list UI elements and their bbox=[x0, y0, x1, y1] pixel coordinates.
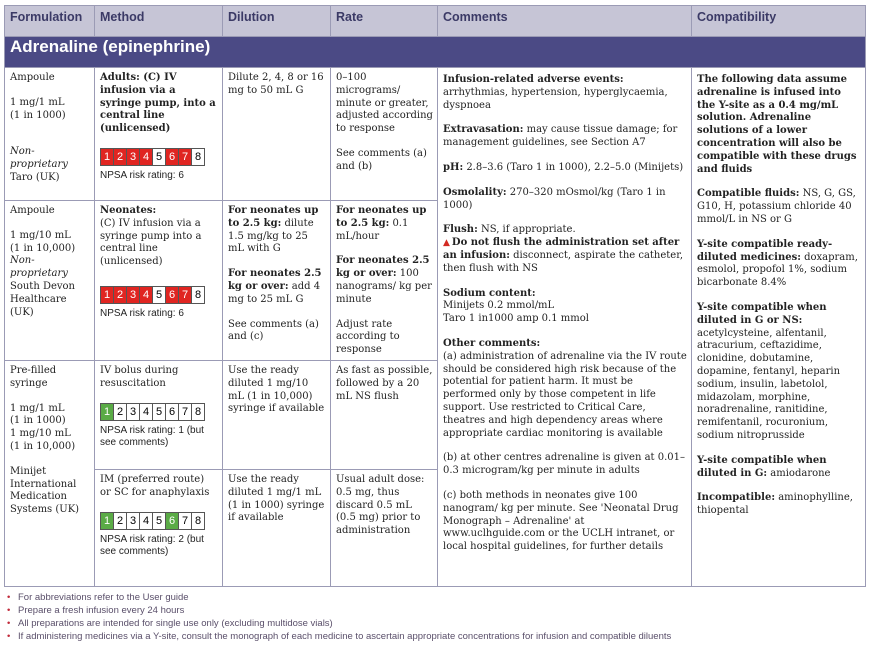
method-text: Neonates: bbox=[100, 205, 157, 216]
formulation-line: 1 mg/10 mL bbox=[10, 428, 71, 440]
comment-label: Extravasation: bbox=[443, 124, 524, 136]
npsa-scale bbox=[100, 286, 218, 304]
spacer bbox=[443, 150, 687, 162]
rate-text: 0–100 micrograms/ minute or greater, adjusted according to response bbox=[336, 72, 433, 135]
compatibility-cell bbox=[692, 68, 866, 587]
comment-label: Osmolality: bbox=[443, 186, 507, 198]
rate-text: Adjust rate according to response bbox=[336, 318, 400, 356]
method-text: IM (preferred route) or SC for anaphylaxis bbox=[100, 473, 210, 498]
compat-text: amiodarone bbox=[767, 467, 831, 479]
compat-label: Y-site compatible ready-diluted medicines: bbox=[697, 238, 833, 263]
npsa-rating: 6 bbox=[178, 169, 184, 181]
npsa-label: NPSA risk rating: bbox=[100, 307, 179, 319]
npsa-scale-cell: 7 bbox=[178, 512, 192, 530]
drug-title: Adrenaline (epinephrine) bbox=[5, 37, 866, 68]
table-row bbox=[5, 68, 866, 201]
comment-text: Taro 1 in1000 amp 0.1 mmol bbox=[443, 313, 589, 325]
compat-text: aminophylline, thiopental bbox=[697, 492, 853, 517]
header-comments: Comments bbox=[438, 6, 692, 37]
compat-label: Incompatible: bbox=[697, 492, 776, 504]
compat-text: NS, G, GS, G10, H, potassium chloride 40 mmol/L in NS or G bbox=[697, 188, 856, 225]
npsa-label: NPSA risk rating: bbox=[100, 533, 179, 545]
npsa-rating-text bbox=[100, 425, 218, 449]
npsa-scale-cell: 4 bbox=[139, 512, 153, 530]
spacer bbox=[697, 227, 861, 239]
rate-cell bbox=[331, 469, 438, 586]
npsa-scale-cell: 8 bbox=[191, 403, 205, 421]
warning-icon: ▲ bbox=[443, 238, 450, 249]
npsa-rating: 2 (but see comments) bbox=[100, 533, 204, 557]
spacer bbox=[443, 212, 687, 224]
dilution-cell bbox=[223, 469, 331, 586]
comment-text: 270–320 mOsmol/kg (Taro 1 in 1000) bbox=[443, 186, 666, 211]
spacer bbox=[10, 218, 90, 230]
footnote: • For abbreviations refer to the User guide bbox=[6, 591, 865, 604]
comment-text: disconnect, aspirate the catheter, then flush with NS bbox=[443, 249, 684, 274]
npsa-scale-cell: 3 bbox=[126, 403, 140, 421]
dilution-text: See comments (a) and (c) bbox=[228, 318, 319, 343]
formulation-cell bbox=[5, 360, 95, 586]
formulation-line: (1 in 10,000) bbox=[10, 440, 76, 452]
formulation-line: South Devon Healthcare (UK) bbox=[10, 280, 75, 318]
method-cell bbox=[95, 68, 223, 201]
npsa-scale-cell: 2 bbox=[113, 286, 127, 304]
npsa-scale-cell: 3 bbox=[126, 512, 140, 530]
rate-cell bbox=[331, 360, 438, 469]
method-text: Adults: (C) IV infusion via a syringe pump, into a central line (unlicensed) bbox=[100, 72, 216, 135]
compat-text: doxapram, esmolol, propofol 1%, sodium bicarbonate 8.4% bbox=[697, 251, 858, 289]
comment-text: (a) administration of adrenaline via the IV route should be considered high risk because of the potential for patient harm. It must be performed only by those competent in life support. Use restricted to Critical Care, theatres and high dependency areas where appropriate cardiac monitoring is available bbox=[443, 350, 687, 439]
dilution-cell bbox=[223, 201, 331, 361]
npsa-scale-cell: 5 bbox=[152, 403, 166, 421]
formulation-line: Non-proprietary bbox=[10, 255, 68, 280]
spacer bbox=[10, 122, 90, 134]
npsa-scale-cell: 3 bbox=[126, 148, 140, 166]
compat-label: Compatible fluids: bbox=[697, 188, 800, 200]
npsa-scale-cell: 8 bbox=[191, 148, 205, 166]
comment-label: pH: bbox=[443, 161, 464, 173]
dilution-text: For neonates 2.5 kg or over: add 4 mg to 25 mL G bbox=[228, 268, 322, 305]
npsa-scale-cell: 2 bbox=[113, 148, 127, 166]
dilution-cell bbox=[223, 68, 331, 201]
npsa-scale bbox=[100, 148, 218, 166]
compat-text: acetylcysteine, alfentanil, atracurium, ceftazidime, clonidine, dobutamine, dopamine, fentanyl, heparin sodium, insulin, labetolol, midazolam, morphine, noradrenaline, ranitidine, remifentanil, rocuronium, sodium nitroprusside bbox=[697, 327, 841, 441]
footnote: • If administering medicines via a Y-site, consult the monograph of each medicine to ascertain appropriate concentrations for infusion and compatible diluents bbox=[6, 630, 865, 643]
comment-text: may cause tissue damage; for management guidelines, see Section A7 bbox=[443, 124, 678, 149]
npsa-scale-cell: 5 bbox=[152, 286, 166, 304]
comment-label: Other comments: bbox=[443, 337, 541, 349]
monograph-table bbox=[4, 5, 866, 587]
comment-label: Do not flush the administration set after an infusion: bbox=[443, 237, 680, 261]
formulation-line: 1 mg/10 mL bbox=[10, 229, 71, 241]
npsa-scale-cell: 1 bbox=[100, 403, 114, 421]
comment-label: Infusion-related adverse events: bbox=[443, 74, 624, 85]
formulation-line: Minijet International Medication Systems (UK) bbox=[10, 465, 80, 516]
spacer bbox=[697, 290, 861, 302]
spacer bbox=[443, 276, 687, 288]
header-formulation: Formulation bbox=[5, 6, 95, 37]
npsa-rating-text bbox=[100, 534, 218, 558]
rate-cell bbox=[331, 68, 438, 201]
header-row bbox=[5, 6, 866, 37]
comment-label: Sodium content: bbox=[443, 287, 536, 299]
spacer bbox=[336, 136, 433, 148]
npsa-scale-cell: 4 bbox=[139, 286, 153, 304]
npsa-scale-cell: 6 bbox=[165, 286, 179, 304]
npsa-scale-cell: 1 bbox=[100, 286, 114, 304]
formulation-line: (1 in 10,000) bbox=[10, 242, 76, 254]
spacer bbox=[228, 256, 326, 268]
npsa-scale bbox=[100, 512, 218, 530]
npsa-scale-cell: 3 bbox=[126, 286, 140, 304]
comments-cell bbox=[438, 68, 692, 587]
compat-label: Y-site compatible when diluted in G or NS: bbox=[697, 301, 827, 326]
formulation-line: Pre-filled syringe bbox=[10, 364, 57, 389]
comment-text: arrhythmias, hypertension, hyperglycaemia, dyspnoea bbox=[443, 86, 668, 111]
npsa-rating-text bbox=[100, 308, 218, 320]
spacer bbox=[10, 391, 90, 403]
spacer bbox=[443, 440, 687, 452]
npsa-rating-text bbox=[100, 170, 218, 182]
compat-label: Y-site compatible when diluted in G: bbox=[697, 454, 827, 479]
npsa-scale-cell: 7 bbox=[178, 403, 192, 421]
npsa-scale-cell: 1 bbox=[100, 512, 114, 530]
formulation-line: Ampoule bbox=[10, 205, 55, 216]
rate-cell bbox=[331, 201, 438, 361]
npsa-scale bbox=[100, 403, 218, 421]
footnote: • All preparations are intended for single use only (excluding multidose vials) bbox=[6, 617, 865, 630]
comment-text: NS, if appropriate. bbox=[477, 224, 576, 236]
comment-text: Minijets 0.2 mmol/mL bbox=[443, 300, 555, 312]
dilution-text: For neonates up to 2.5 kg: dilute 1.5 mg/kg to 25 mL with G bbox=[228, 205, 319, 255]
formulation-cell bbox=[5, 201, 95, 361]
npsa-scale-cell: 4 bbox=[139, 148, 153, 166]
rate-text: See comments (a) and (b) bbox=[336, 147, 427, 172]
formulation-line: (1 in 1000) bbox=[10, 109, 66, 121]
npsa-scale-cell: 5 bbox=[152, 512, 166, 530]
spacer bbox=[443, 478, 687, 490]
method-cell bbox=[95, 469, 223, 586]
header-method: Method bbox=[95, 6, 223, 37]
method-text: (C) IV infusion via a syringe pump into a central line (unlicensed) bbox=[100, 217, 202, 268]
formulation-line: (1 in 1000) bbox=[10, 415, 66, 427]
npsa-scale-cell: 6 bbox=[165, 403, 179, 421]
npsa-scale-cell: 6 bbox=[165, 148, 179, 166]
comment-label: Flush: bbox=[443, 224, 478, 236]
npsa-rating: 1 (but see comments) bbox=[100, 424, 204, 448]
spacer bbox=[10, 134, 90, 146]
header-dilution: Dilution bbox=[223, 6, 331, 37]
npsa-label: NPSA risk rating: bbox=[100, 424, 179, 436]
rate-text: For neonates up to 2.5 kg: 0.1 mL/hour bbox=[336, 205, 427, 242]
spacer bbox=[697, 176, 861, 188]
dilution-cell bbox=[223, 360, 331, 469]
header-compatibility: Compatibility bbox=[692, 6, 866, 37]
formulation-line: Non-proprietary bbox=[10, 146, 68, 171]
comment-text: 2.8–3.6 (Taro 1 in 1000), 2.2–5.0 (Minijets) bbox=[463, 161, 684, 173]
comment-text: (b) at other centres adrenaline is given at 0.01–0.3 microgram/kg per minute in adults bbox=[443, 452, 686, 477]
drug-title-row bbox=[5, 37, 866, 68]
spacer bbox=[697, 443, 861, 455]
npsa-rating: 6 bbox=[178, 307, 184, 319]
formulation-line: 1 mg/1 mL bbox=[10, 402, 65, 414]
npsa-scale-cell: 1 bbox=[100, 148, 114, 166]
npsa-label: NPSA risk rating: bbox=[100, 169, 179, 181]
rate-text: For neonates 2.5 kg or over: 100 nanograms/ kg per minute bbox=[336, 255, 432, 305]
method-cell bbox=[95, 201, 223, 361]
spacer bbox=[336, 307, 433, 319]
npsa-scale-cell: 7 bbox=[178, 286, 192, 304]
rate-text: Usual adult dose: 0.5 mg, thus discard 0.5 mL (0.5 mg) prior to administration bbox=[336, 473, 425, 537]
dilution-text: Dilute 2, 4, 8 or 16 mg to 50 mL G bbox=[228, 72, 324, 96]
method-cell bbox=[95, 360, 223, 469]
spacer bbox=[336, 243, 433, 255]
dilution-text: Use the ready diluted 1 mg/1 mL (1 in 1000) syringe if available bbox=[228, 473, 325, 524]
npsa-scale-cell: 8 bbox=[191, 286, 205, 304]
npsa-scale-cell: 5 bbox=[152, 148, 166, 166]
npsa-scale-cell: 6 bbox=[165, 512, 179, 530]
footnotes bbox=[6, 591, 865, 643]
method-text: IV bolus during resuscitation bbox=[100, 364, 179, 389]
comment-text: (c) both methods in neonates give 100 nanogram/ kg per minute. See 'Neonatal Drug Monograph – Adrenaline' at www.uclhguide.com or the UCLH intranet, or local hospital guidelines, for further details bbox=[443, 489, 679, 553]
formulation-line: Taro (UK) bbox=[10, 171, 60, 183]
spacer bbox=[228, 307, 326, 319]
rate-text: As fast as possible, followed by a 20 mL NS flush bbox=[336, 364, 433, 402]
spacer bbox=[697, 480, 861, 492]
compat-intro: The following data assume adrenaline is infused into the Y-site as a 0.4 mg/mL solution. Adrenaline solutions of a lower concentration will also be compatible with these drugs and fluids bbox=[697, 74, 857, 175]
header-rate: Rate bbox=[331, 6, 438, 37]
npsa-scale-cell: 4 bbox=[139, 403, 153, 421]
formulation-cell bbox=[5, 68, 95, 201]
spacer bbox=[10, 454, 90, 466]
npsa-scale-cell: 2 bbox=[113, 512, 127, 530]
npsa-scale-cell: 2 bbox=[113, 403, 127, 421]
npsa-scale-cell: 8 bbox=[191, 512, 205, 530]
formulation-line: 1 mg/1 mL bbox=[10, 96, 65, 108]
npsa-scale-cell: 7 bbox=[178, 148, 192, 166]
dilution-text: Use the ready diluted 1 mg/10 mL (1 in 10,000) syringe if available bbox=[228, 364, 325, 415]
spacer bbox=[443, 112, 687, 124]
spacer bbox=[10, 85, 90, 97]
formulation-line: Ampoule bbox=[10, 72, 55, 83]
spacer bbox=[443, 175, 687, 187]
footnote: • Prepare a fresh infusion every 24 hours bbox=[6, 604, 865, 617]
spacer bbox=[443, 326, 687, 338]
